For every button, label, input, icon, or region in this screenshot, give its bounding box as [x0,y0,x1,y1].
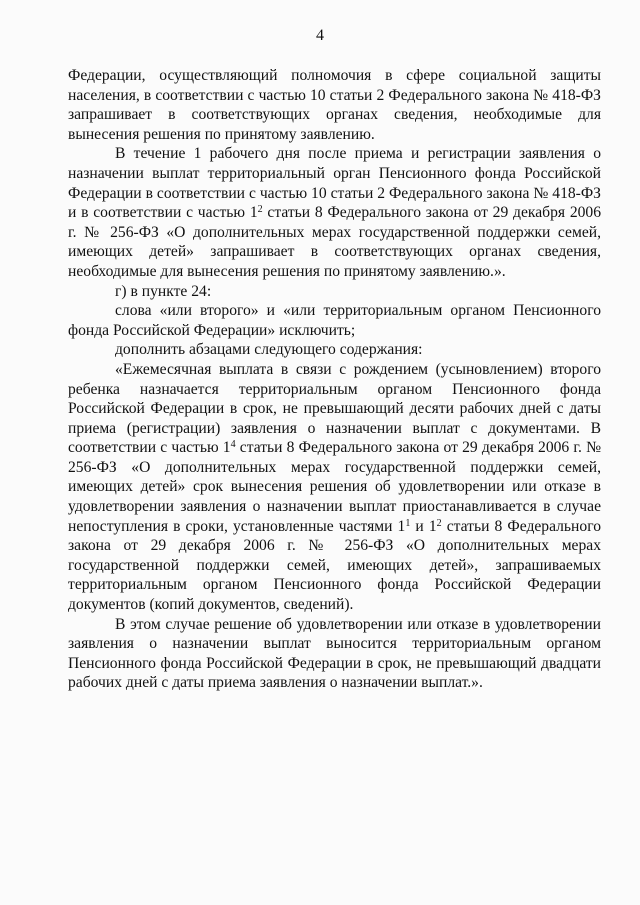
paragraph-subitem-g: г) в пункте 24: [115,282,212,300]
superscript-index: 2 [257,204,263,216]
page-number: 4 [316,27,324,44]
paragraph-monthly-payment: «Ежемесячная выплата в связи с рождением (усыновлением) второго ребенка назначается территориальным органом Пенсионного фонда Российской Федерации в срок, не превышающий десяти рабочих дней с даты приема (регистрации) заявления о назначении выплат с документами. В соответствии с частью $1^4$ статьи 8 Федерального закона от 29 декабря 2006 г. № 256-ФЗ «О дополнительных мерах государственной поддержки семей, имеющих детей» срок вынесения решения об удовлетворении или отказе в удовлетворении заявления о назначении выплат приостанавливается в случае непоступления в сроки, установленные частями $1^1$ и $1^2$ статьи 8 Федерального закона от 29 декабря 2006 г. № 256-ФЗ «О дополнительных мерах государственной поддержки семей, имеющих детей», запрашиваемых территориальным органом Пенсионного фонда Российской Федерации документов (копий документов, сведений). [68,360,601,614]
document-body [68,66,601,693]
paragraph-words-exclude: слова «или второго» и «или территориальным органом Пенсионного фонда Российской Федерации» исключить; [68,302,601,339]
superscript-index: 2 [436,517,442,529]
paragraph-decision-term: В этом случае решение об удовлетворении или отказе в удовлетворении заявления о назначении выплат выносится территориальным органом Пенсионного фонда Российской Федерации в срок, не превышающий двадцати рабочих дней с даты приема заявления о назначении выплат.». [68,615,601,692]
paragraph-add-clauses: дополнить абзацами следующего содержания: [115,341,423,359]
superscript-index: 4 [230,439,236,451]
superscript-index: 1 [405,517,411,529]
paragraph-continuation: Федерации, осуществляющий полномочия в сфере социальной защиты населения, в соответствии с частью 10 статьи 2 Федерального закона № 418-ФЗ запрашивает в соответствующих органах сведения, необходимые для вынесения решения по принятому заявлению. [68,67,601,143]
paragraph-request-deadline: В течение 1 рабочего дня после приема и регистрации заявления о назначении выплат территориальный орган Пенсионного фонда Российской Федерации в соответствии с частью 10 статьи 2 Федерального закона № 418-ФЗ и в соответствии с частью $1^2$ статьи 8 Федерального закона от 29 декабря 2006 г. № 256-ФЗ «О дополнительных мерах государственной поддержки семей, имеющих детей» запрашивает в соответствующих органах сведения, необходимые для вынесения решения по принятому заявлению.». [68,145,602,280]
